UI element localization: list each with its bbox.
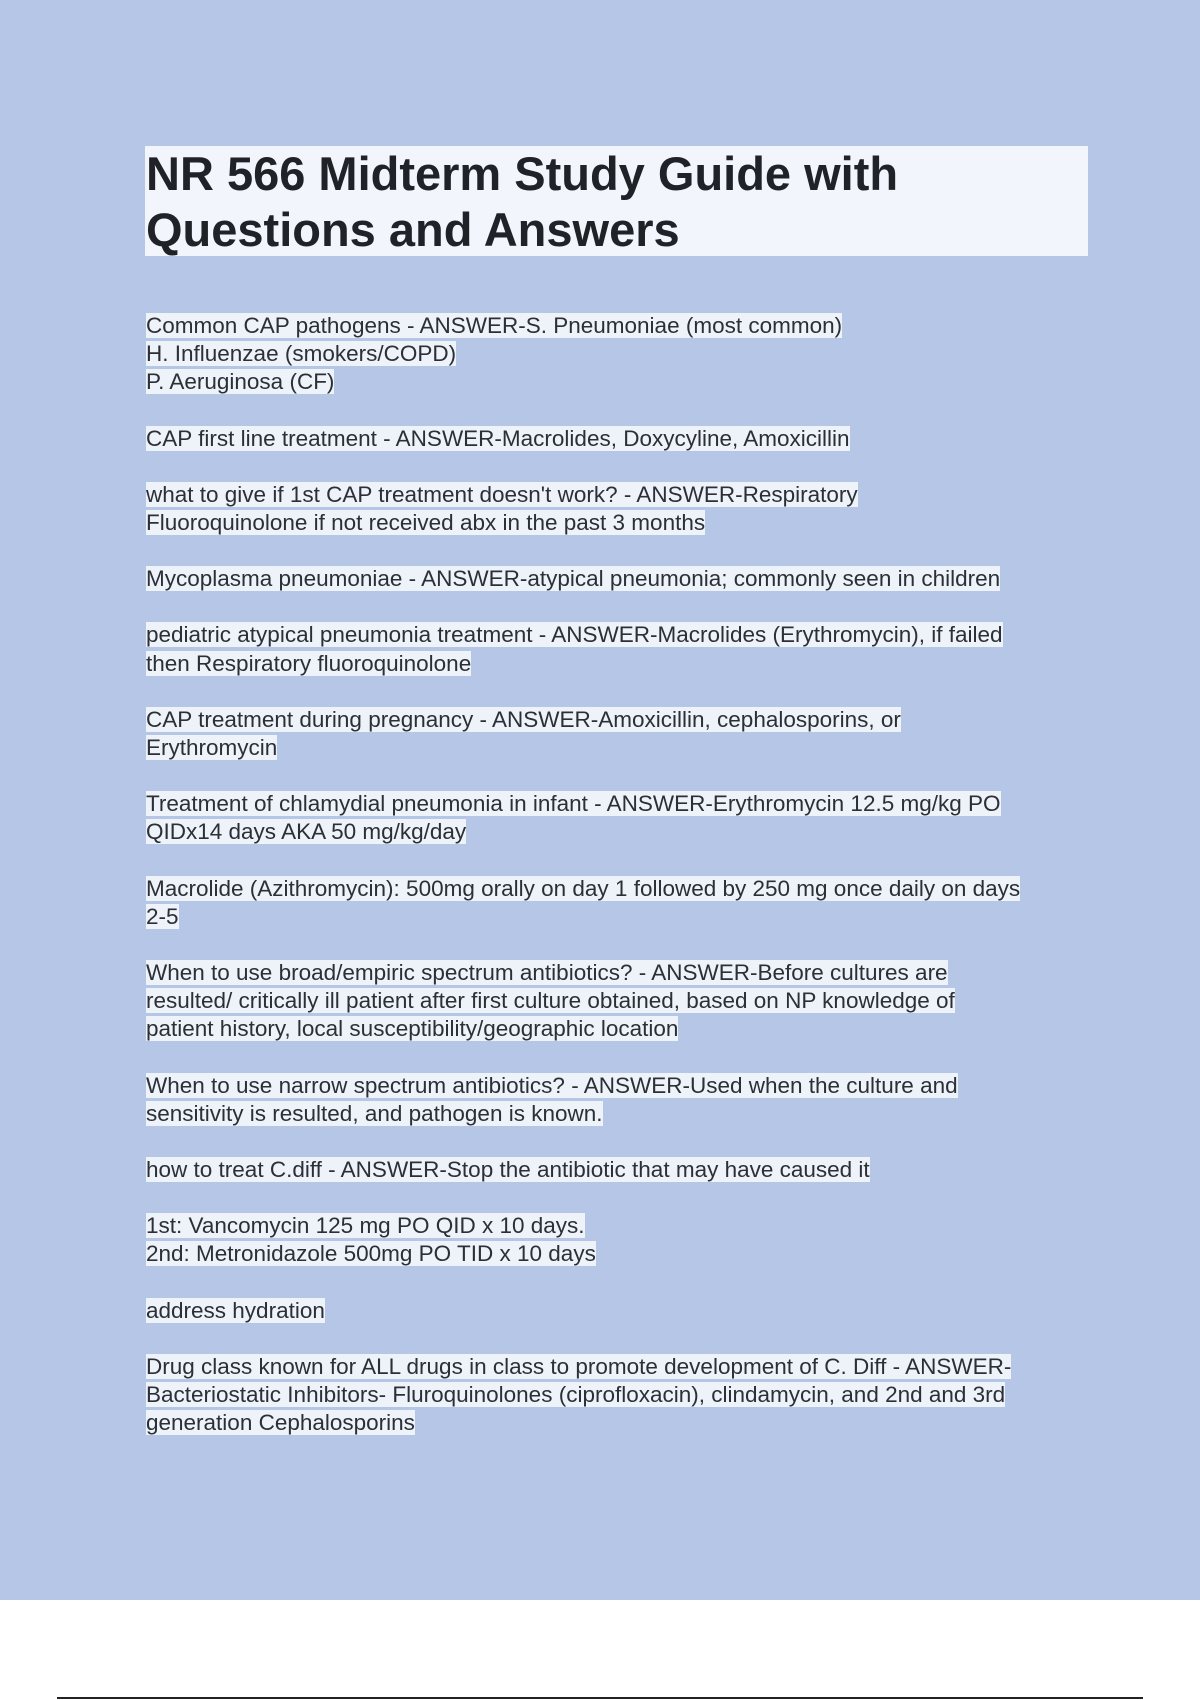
text-line bbox=[146, 1353, 1086, 1381]
text-line bbox=[146, 340, 1086, 368]
text-line bbox=[146, 368, 1086, 396]
title-line: NR 566 Midterm Study Guide with bbox=[146, 147, 899, 200]
highlighted-text: then Respiratory fluoroquinolone bbox=[146, 650, 472, 676]
text-line bbox=[146, 1212, 1086, 1240]
highlighted-text: Drug class known for ALL drugs in class to promote development of C. Diff - ANSWER- bbox=[146, 1353, 1012, 1379]
highlighted-text: Treatment of chlamydial pneumonia in infant - ANSWER-Erythromycin 12.5 mg/kg PO bbox=[146, 791, 1001, 817]
qa-paragraph bbox=[146, 425, 1086, 453]
text-line bbox=[146, 481, 1086, 509]
highlighted-text: sensitivity is resulted, and pathogen is known. bbox=[146, 1100, 603, 1126]
highlighted-text: generation Cephalosporins bbox=[146, 1410, 415, 1436]
title-line: Questions and Answers bbox=[146, 203, 680, 256]
highlighted-text: 2-5 bbox=[146, 903, 179, 929]
text-line bbox=[146, 1409, 1086, 1437]
qa-paragraph bbox=[146, 706, 1086, 762]
highlighted-text: Bacteriostatic Inhibitors- Fluroquinolones (ciprofloxacin), clindamycin, and 2nd and 3rd bbox=[146, 1382, 1006, 1408]
qa-paragraph bbox=[146, 312, 1086, 397]
text-line bbox=[146, 565, 1086, 593]
text-line bbox=[146, 1240, 1086, 1268]
text-line bbox=[146, 903, 1086, 931]
highlighted-text: Macrolide (Azithromycin): 500mg orally on day 1 followed by 250 mg once daily on days bbox=[146, 875, 1021, 901]
text-line bbox=[146, 312, 1086, 340]
qa-paragraph bbox=[146, 621, 1086, 677]
highlighted-text: patient history, local susceptibility/geographic location bbox=[146, 1016, 679, 1042]
qa-paragraph bbox=[146, 875, 1086, 931]
highlighted-text: 1st: Vancomycin 125 mg PO QID x 10 days. bbox=[146, 1213, 585, 1239]
qa-paragraph bbox=[146, 481, 1086, 537]
highlighted-text: address hydration bbox=[146, 1297, 325, 1323]
highlighted-text: what to give if 1st CAP treatment doesn't work? - ANSWER-Respiratory bbox=[146, 481, 858, 507]
qa-paragraph bbox=[146, 1353, 1086, 1438]
qa-paragraph bbox=[146, 1072, 1086, 1128]
qa-paragraph bbox=[146, 565, 1086, 593]
text-line bbox=[146, 1381, 1086, 1409]
highlighted-text: CAP first line treatment - ANSWER-Macrolides, Doxycyline, Amoxicillin bbox=[146, 425, 850, 451]
highlighted-text: When to use narrow spectrum antibiotics? - ANSWER-Used when the culture and bbox=[146, 1072, 958, 1098]
page-title bbox=[146, 146, 1086, 258]
document-body bbox=[146, 312, 1086, 1465]
text-line bbox=[146, 875, 1086, 903]
highlighted-text: how to treat C.diff - ANSWER-Stop the antibiotic that may have caused it bbox=[146, 1157, 870, 1183]
text-line bbox=[146, 734, 1086, 762]
highlighted-text: H. Influenzae (smokers/COPD) bbox=[146, 341, 457, 367]
qa-paragraph bbox=[146, 790, 1086, 846]
text-line bbox=[146, 1072, 1086, 1100]
highlighted-text: Common CAP pathogens - ANSWER-S. Pneumoniae (most common) bbox=[146, 313, 843, 338]
text-line bbox=[146, 706, 1086, 734]
text-line bbox=[146, 790, 1086, 818]
text-line bbox=[146, 425, 1086, 453]
text-line bbox=[146, 650, 1086, 678]
highlighted-text: pediatric atypical pneumonia treatment - ANSWER-Macrolides (Erythromycin), if failed bbox=[146, 622, 1003, 648]
highlighted-text: Mycoplasma pneumoniae - ANSWER-atypical pneumonia; commonly seen in children bbox=[146, 566, 1001, 592]
highlighted-text: Fluoroquinolone if not received abx in the past 3 months bbox=[146, 510, 706, 536]
footer-divider bbox=[57, 1697, 1143, 1699]
highlighted-text: QIDx14 days AKA 50 mg/kg/day bbox=[146, 819, 467, 845]
highlighted-text: resulted/ critically ill patient after first culture obtained, based on NP knowledge of bbox=[146, 988, 955, 1014]
qa-paragraph bbox=[146, 1156, 1086, 1184]
highlighted-text: P. Aeruginosa (CF) bbox=[146, 369, 335, 395]
highlighted-text: Erythromycin bbox=[146, 735, 278, 761]
qa-paragraph bbox=[146, 1212, 1086, 1268]
qa-paragraph bbox=[146, 959, 1086, 1044]
text-line bbox=[146, 1100, 1086, 1128]
text-line bbox=[146, 818, 1086, 846]
text-line bbox=[146, 987, 1086, 1015]
text-line bbox=[146, 509, 1086, 537]
text-line bbox=[146, 621, 1086, 649]
text-line bbox=[146, 1015, 1086, 1043]
qa-paragraph bbox=[146, 1297, 1086, 1325]
highlighted-text: When to use broad/empiric spectrum antibiotics? - ANSWER-Before cultures are bbox=[146, 960, 948, 986]
text-line bbox=[146, 959, 1086, 987]
highlighted-text: 2nd: Metronidazole 500mg PO TID x 10 days bbox=[146, 1241, 596, 1267]
text-line bbox=[146, 1297, 1086, 1325]
text-line bbox=[146, 1156, 1086, 1184]
highlighted-text: CAP treatment during pregnancy - ANSWER-Amoxicillin, cephalosporins, or bbox=[146, 706, 901, 732]
